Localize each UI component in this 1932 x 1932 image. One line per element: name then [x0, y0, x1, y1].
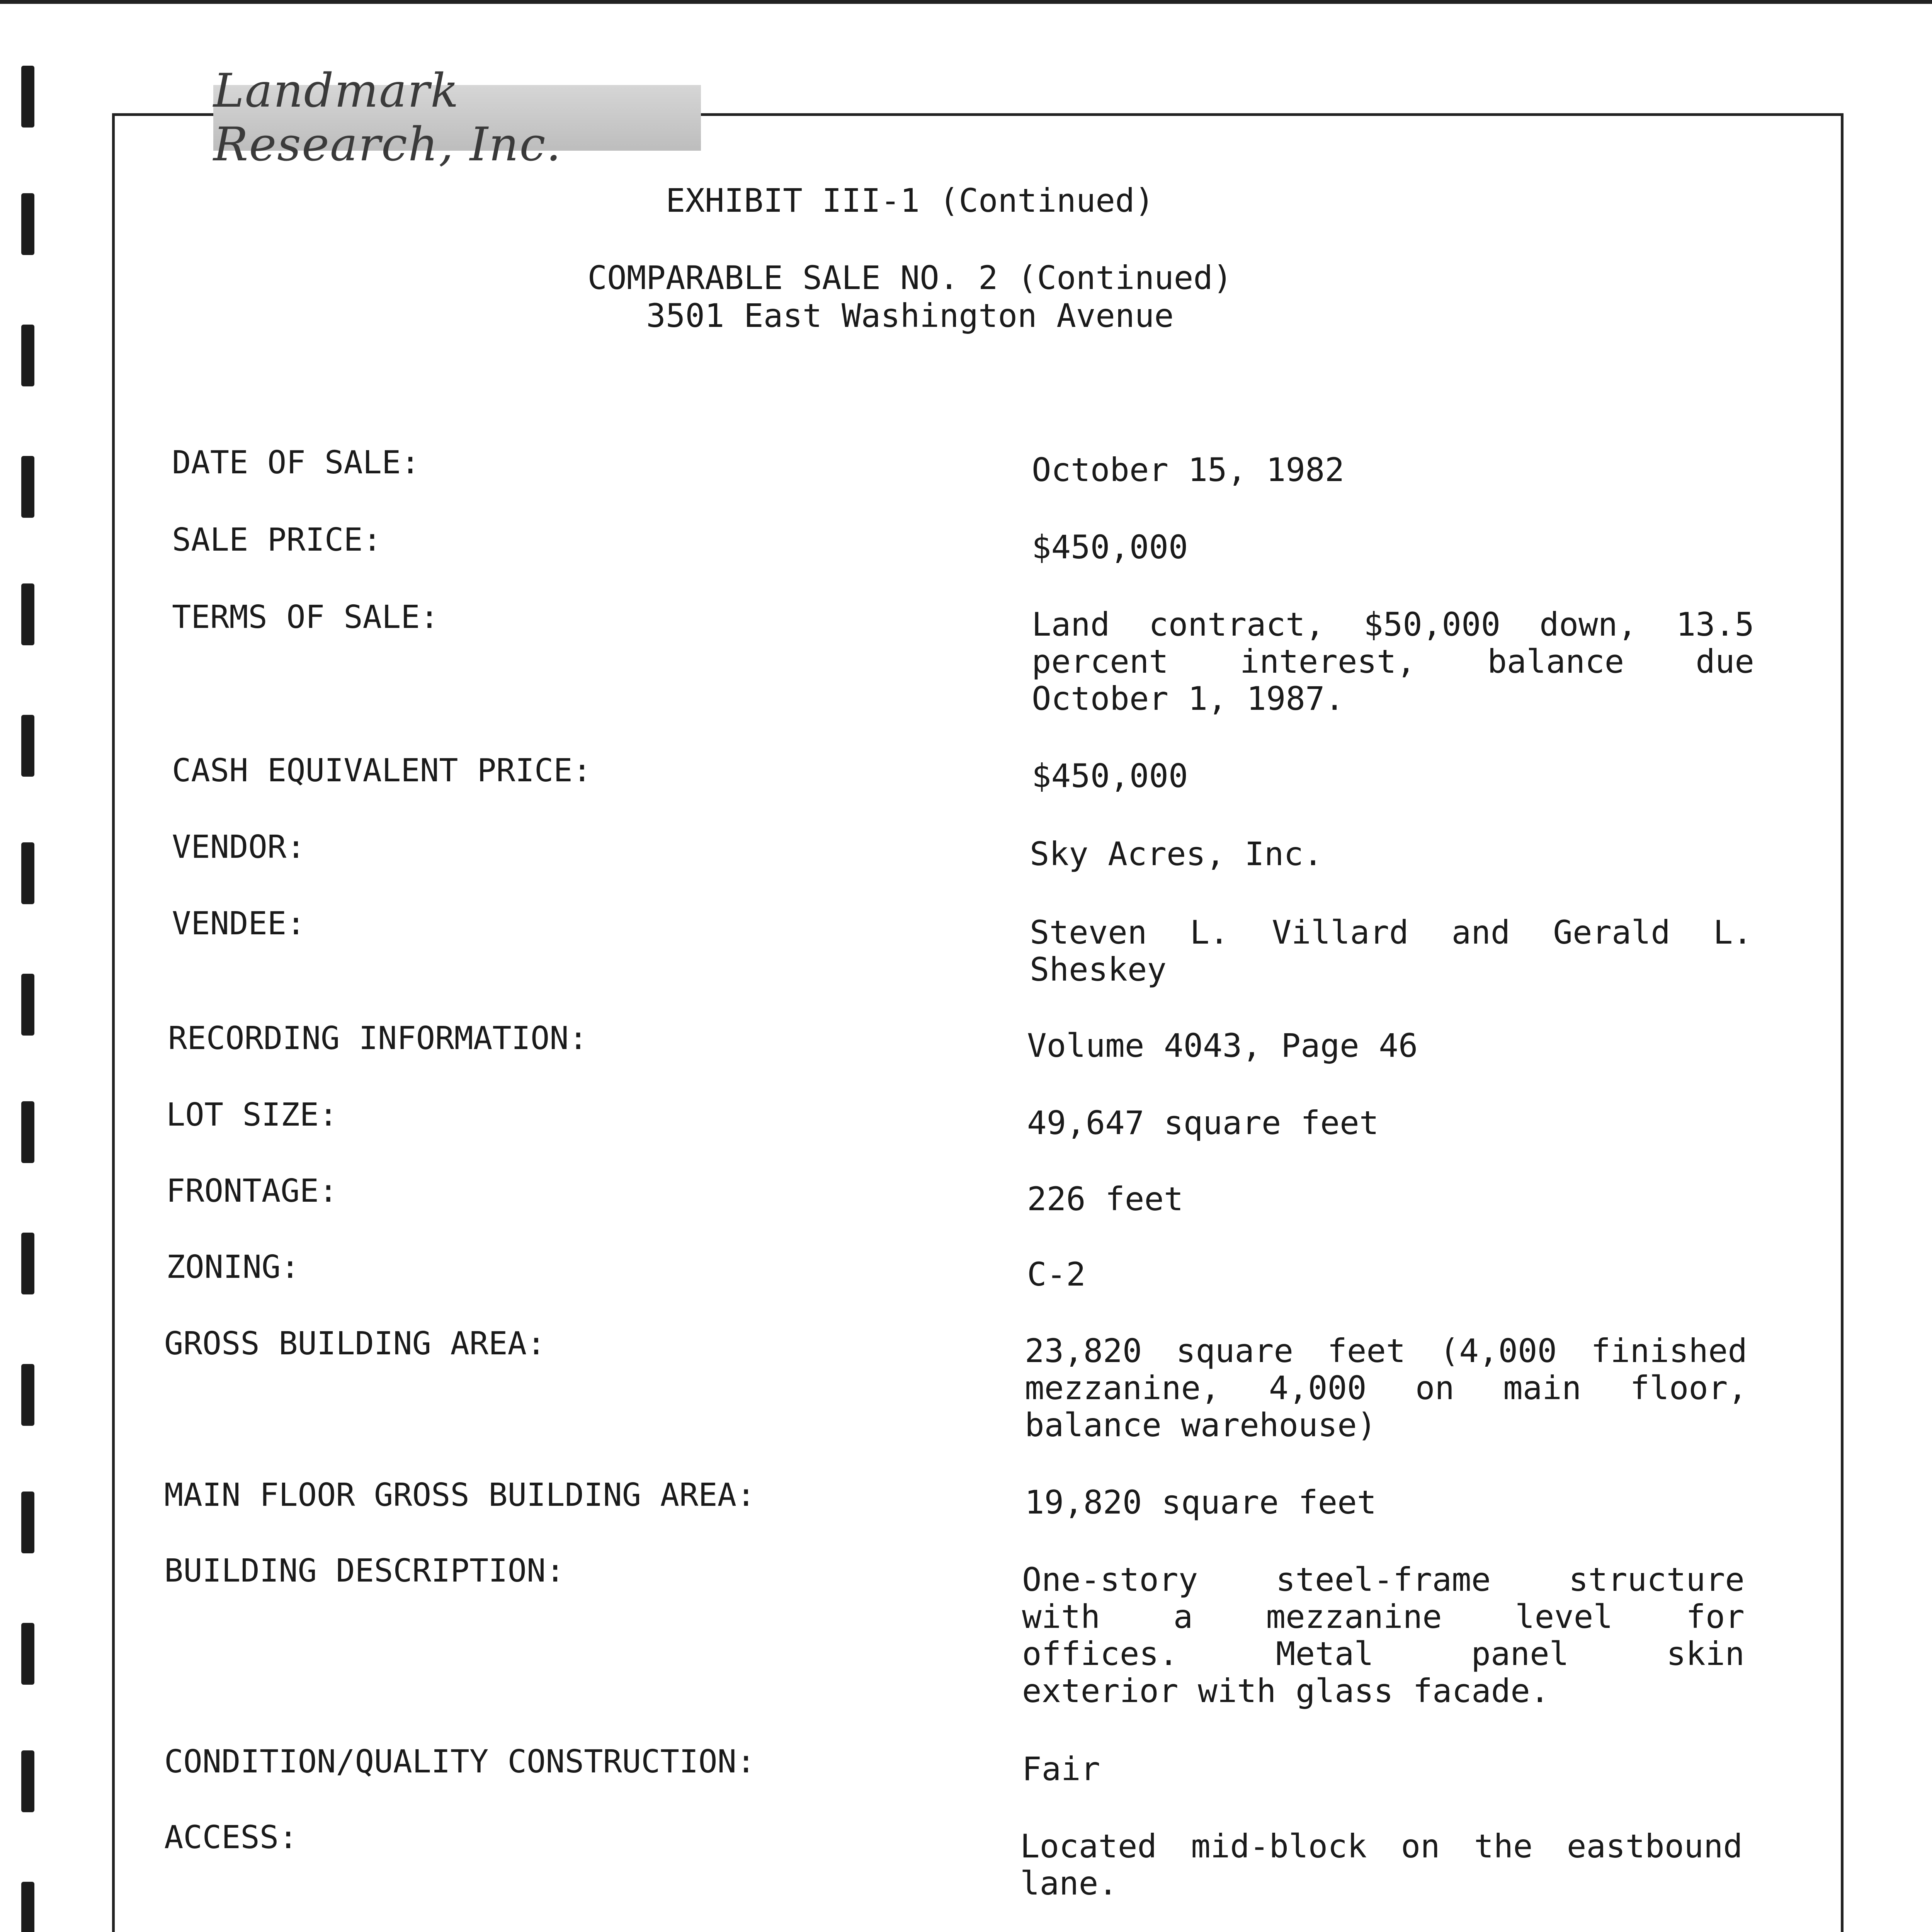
- field-value-cash-equivalent-price: [1032, 757, 1754, 794]
- value-line: 49,647 square feet: [1027, 1104, 1379, 1142]
- field-label-vendor: VENDOR:: [172, 829, 306, 866]
- field-value-access: [1020, 1828, 1743, 1902]
- field-value-frontage: [1027, 1180, 1750, 1218]
- field-label-date-of-sale: DATE OF SALE:: [172, 444, 420, 481]
- value-line: with a mezzanine level for: [1022, 1598, 1745, 1636]
- comparable-sale-title: COMPARABLE SALE NO. 2 (Continued): [587, 259, 1233, 297]
- value-line: exterior with glass facade.: [1022, 1672, 1550, 1710]
- field-label-cash-equivalent-price: CASH EQUIVALENT PRICE:: [172, 752, 592, 789]
- field-label-recording-information: RECORDING INFORMATION:: [168, 1020, 588, 1057]
- value-line: 23,820 square feet (4,000 finished: [1025, 1332, 1747, 1370]
- value-line: $450,000: [1032, 528, 1188, 566]
- value-line: October 15, 1982: [1032, 451, 1345, 489]
- field-value-recording-information: [1027, 1027, 1750, 1064]
- field-label-frontage: FRONTAGE:: [166, 1173, 338, 1209]
- value-line: Sheskey: [1030, 951, 1167, 988]
- value-line: Land contract, $50,000 down, 13.5: [1032, 605, 1754, 643]
- binder-hole: [21, 1364, 34, 1426]
- binder-hole: [21, 1750, 34, 1812]
- field-label-terms-of-sale: TERMS OF SALE:: [172, 599, 439, 636]
- field-value-terms-of-sale: [1032, 606, 1754, 717]
- value-line: Volume 4043, Page 46: [1027, 1027, 1418, 1065]
- value-line: Sky Acres, Inc.: [1030, 835, 1323, 873]
- binder-hole: [21, 1492, 34, 1553]
- logo-text: Landmark Research, Inc.: [213, 64, 562, 172]
- value-line: Fair: [1022, 1750, 1100, 1788]
- field-value-zoning: [1027, 1256, 1750, 1293]
- field-label-building-description: BUILDING DESCRIPTION:: [164, 1553, 565, 1589]
- binder-hole: [21, 974, 34, 1036]
- value-line: balance warehouse): [1025, 1406, 1377, 1444]
- property-address: 3501 East Washington Avenue: [646, 297, 1174, 335]
- binder-hole: [21, 842, 34, 904]
- company-logo: [213, 64, 701, 172]
- value-line: percent interest, balance due: [1032, 643, 1754, 680]
- field-label-lot-size: LOT SIZE:: [166, 1097, 338, 1133]
- exhibit-title: EXHIBIT III-1 (Continued): [665, 182, 1155, 219]
- value-line: One-story steel-frame structure: [1022, 1561, 1745, 1599]
- value-line: Steven L. Villard and Gerald L.: [1030, 913, 1752, 951]
- field-label-sale-price: SALE PRICE:: [172, 522, 382, 558]
- value-line: offices. Metal panel skin: [1022, 1635, 1745, 1673]
- field-label-access: ACCESS:: [164, 1819, 298, 1856]
- field-label-condition-quality-construction: CONDITION/QUALITY CONSTRUCTION:: [164, 1743, 756, 1780]
- field-label-gross-building-area: GROSS BUILDING AREA:: [164, 1325, 546, 1362]
- field-value-date-of-sale: [1032, 451, 1754, 488]
- binder-hole: [21, 66, 34, 128]
- binder-hole: [21, 1882, 34, 1932]
- field-value-vendee: [1030, 914, 1752, 988]
- binder-hole: [21, 715, 34, 777]
- field-value-condition-quality-construction: [1022, 1750, 1745, 1787]
- value-line: $450,000: [1032, 757, 1188, 795]
- field-value-sale-price: [1032, 529, 1754, 566]
- value-line: October 1, 1987.: [1032, 680, 1345, 718]
- value-line: C-2: [1027, 1255, 1086, 1293]
- value-line: lane.: [1020, 1864, 1118, 1902]
- field-label-zoning: ZONING:: [166, 1249, 300, 1286]
- field-value-main-floor-gross-building-area: [1025, 1484, 1747, 1521]
- binder-hole: [21, 1233, 34, 1294]
- binder-hole: [21, 456, 34, 518]
- binder-hole: [21, 583, 34, 645]
- field-value-vendor: [1030, 835, 1752, 872]
- value-line: Located mid-block on the eastbound: [1020, 1827, 1743, 1865]
- page-top-edge: [0, 0, 1932, 4]
- binder-hole: [21, 1101, 34, 1163]
- binder-hole: [21, 1623, 34, 1685]
- field-value-gross-building-area: [1025, 1332, 1747, 1444]
- field-label-main-floor-gross-building-area: MAIN FLOOR GROSS BUILDING AREA:: [164, 1477, 756, 1514]
- value-line: mezzanine, 4,000 on main floor,: [1025, 1369, 1747, 1407]
- field-label-vendee: VENDEE:: [172, 905, 306, 942]
- field-value-building-description: [1022, 1561, 1745, 1709]
- field-value-lot-size: [1027, 1104, 1750, 1141]
- value-line: 19,820 square feet: [1025, 1483, 1377, 1521]
- value-line: 226 feet: [1027, 1180, 1184, 1218]
